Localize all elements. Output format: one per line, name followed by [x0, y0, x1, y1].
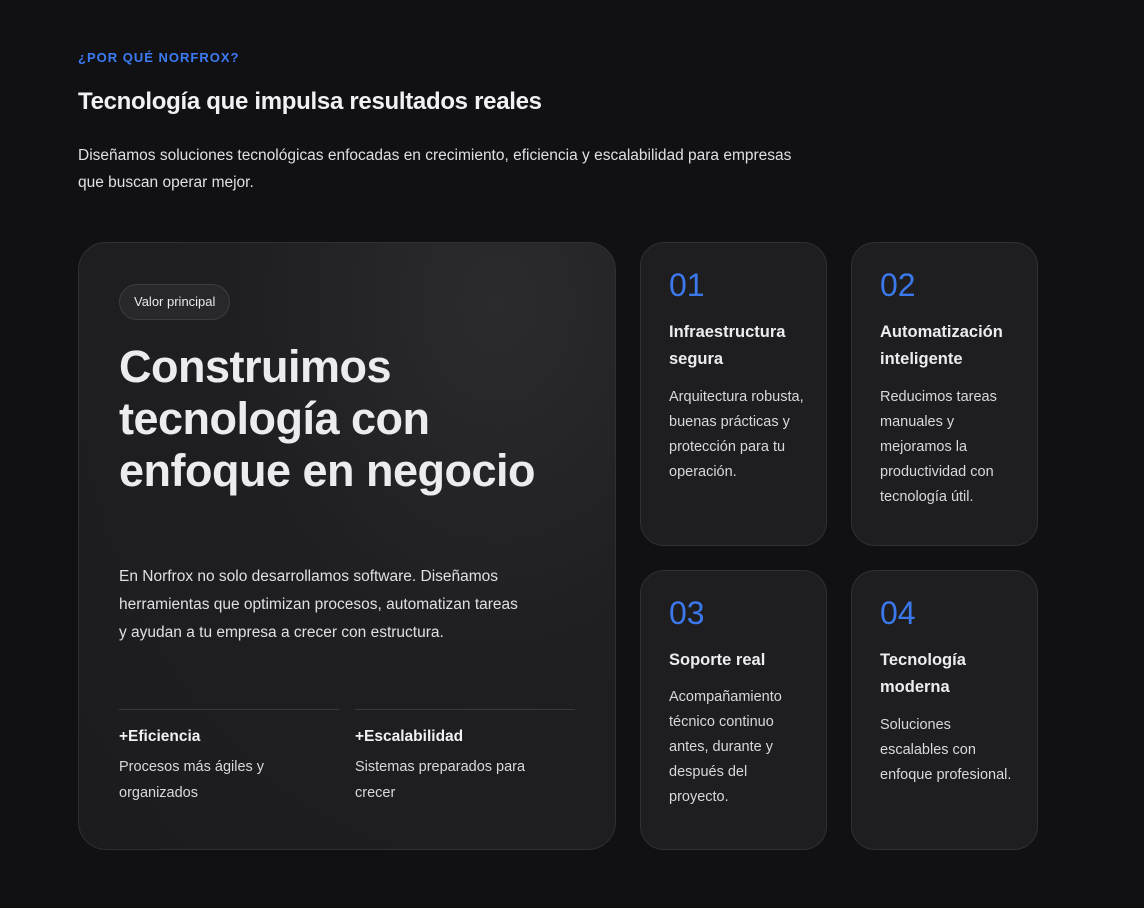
main-value-card: [78, 242, 616, 850]
feature-description: Soluciones escalables con enfoque profesional.: [880, 717, 1012, 783]
section-description: Diseñamos soluciones tecnológicas enfocadas en crecimiento, eficiencia y escalabilidad para empresas que buscan operar mejor.: [78, 147, 792, 191]
feature-number: 01: [669, 267, 705, 303]
section-eyebrow: ¿POR QUÉ NORFROX?: [78, 50, 240, 65]
feature-number: 02: [880, 267, 916, 303]
feature-card-infraestructura: [640, 242, 827, 546]
feature-card-soporte: [640, 570, 827, 850]
feature-title: Infraestructura segura: [669, 323, 786, 368]
main-description: En Norfrox no solo desarrollamos software. Diseñamos herramientas que optimizan procesos, automatizan tareas y ayudan a tu empresa a crecer con estructura.: [119, 568, 518, 641]
feature-card-automatizacion: [851, 242, 1038, 546]
stat-description: Procesos más ágiles y organizados: [119, 759, 265, 801]
feature-title: Automatización inteligente: [880, 323, 1003, 368]
section-title: Tecnología que impulsa resultados reales: [78, 88, 542, 115]
stat-efficiency: [119, 709, 339, 806]
feature-description: Reducimos tareas manuales y mejoramos la productividad con tecnología útil.: [880, 389, 997, 505]
main-headline: Construimos tecnología con enfoque en negocio: [119, 341, 536, 496]
feature-number: 04: [880, 595, 916, 631]
stat-scalability: [355, 709, 575, 806]
value-badge: Valor principal: [119, 284, 230, 320]
feature-number: 03: [669, 595, 705, 631]
feature-description: Arquitectura robusta, buenas prácticas y protección para tu operación.: [669, 389, 804, 480]
stat-description: Sistemas preparados para crecer: [355, 759, 526, 801]
stat-title: +Eficiencia: [119, 728, 201, 745]
feature-description: Acompañamiento técnico continuo antes, durante y después del proyecto.: [669, 689, 782, 805]
feature-title: Tecnología moderna: [880, 651, 966, 696]
stat-title: +Escalabilidad: [355, 728, 464, 745]
feature-card-tecnologia: [851, 570, 1038, 850]
feature-title: Soporte real: [669, 651, 766, 669]
